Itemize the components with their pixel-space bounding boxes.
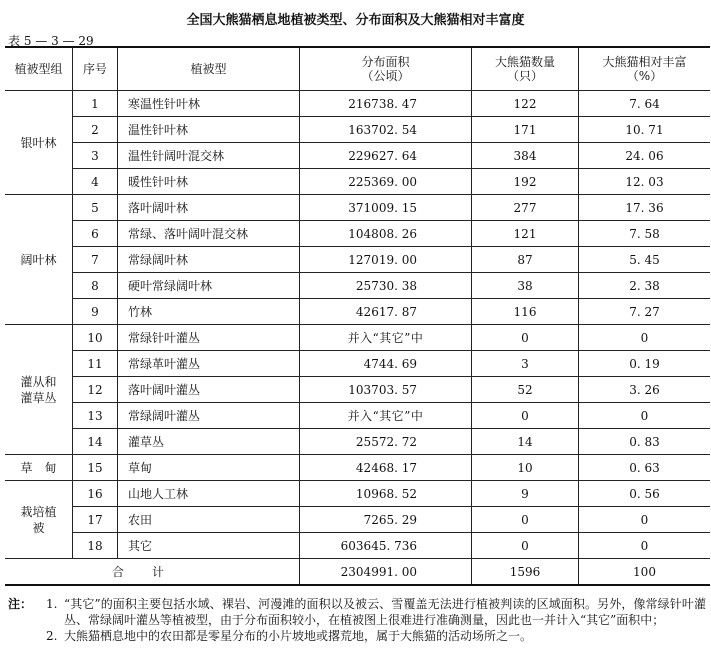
- seq-cell: 12: [73, 377, 118, 403]
- group-cell: 栽培植被: [5, 481, 73, 559]
- type-cell: 竹林: [118, 299, 300, 325]
- count-cell: 384: [472, 143, 579, 169]
- count-cell: 192: [472, 169, 579, 195]
- table-row: [5, 221, 710, 247]
- count-cell: 10: [472, 455, 579, 481]
- note-text: “其它”的面积主要包括水域、裸岩、河漫滩的面积以及被云、雪覆盖无法进行植被判读的区域面积。另外，像常绿针叶灌丛、常绿阔叶灌丛等植被型，由于分布面积较小，在植被图上很难进行准确测量，因此也一并计入“其它”面积中；: [64, 597, 706, 627]
- seq-cell: 6: [73, 221, 118, 247]
- notes-lead: 注：: [8, 597, 33, 611]
- seq-cell: 8: [73, 273, 118, 299]
- count-cell: 121: [472, 221, 579, 247]
- seq-cell: 9: [73, 299, 118, 325]
- count-cell: 0: [472, 533, 579, 559]
- count-cell: 0: [472, 325, 579, 351]
- header-richness: [579, 47, 711, 91]
- seq-cell: 17: [73, 507, 118, 533]
- area-cell: 103703. 57: [300, 377, 472, 403]
- note-number: 2.: [46, 629, 58, 643]
- seq-cell: 10: [73, 325, 118, 351]
- total-count: 1596: [472, 559, 579, 586]
- seq-cell: 18: [73, 533, 118, 559]
- type-cell: 灌草丛: [118, 429, 300, 455]
- area-cell: 216738. 47: [300, 91, 472, 117]
- total-label: 合计: [5, 559, 300, 586]
- group-cell: 草 甸: [5, 455, 73, 481]
- area-cell: 371009. 15: [300, 195, 472, 221]
- type-cell: 暖性针叶林: [118, 169, 300, 195]
- area-cell: 4744. 69: [300, 351, 472, 377]
- table-row: [5, 377, 710, 403]
- type-cell: 落叶阔叶灌丛: [118, 377, 300, 403]
- type-cell: 山地人工林: [118, 481, 300, 507]
- group-cell: 灌从和灌草丛: [5, 325, 73, 455]
- total-area: 2304991. 00: [300, 559, 472, 586]
- header-richness-line2: （%）: [626, 69, 663, 83]
- richness-cell: 0. 19: [579, 351, 711, 377]
- area-cell: 42617. 87: [300, 299, 472, 325]
- richness-cell: 0. 63: [579, 455, 711, 481]
- note-item: [8, 596, 706, 628]
- seq-cell: 2: [73, 117, 118, 143]
- type-cell: 寒温性针叶林: [118, 91, 300, 117]
- table-row: [5, 403, 710, 429]
- header-row: [5, 47, 710, 91]
- header-count-line1: 大熊猫数量: [494, 55, 555, 69]
- table-row: [5, 91, 710, 117]
- area-cell: 603645. 736: [300, 533, 472, 559]
- seq-cell: 7: [73, 247, 118, 273]
- area-cell: 127019. 00: [300, 247, 472, 273]
- count-cell: 122: [472, 91, 579, 117]
- header-type: 植被型: [118, 47, 300, 91]
- type-cell: 温性针叶林: [118, 117, 300, 143]
- type-cell: 落叶阔叶林: [118, 195, 300, 221]
- seq-cell: 16: [73, 481, 118, 507]
- table-row: [5, 273, 710, 299]
- table-row: [5, 507, 710, 533]
- richness-cell: 0: [579, 533, 711, 559]
- group-cell: 阔叶林: [5, 195, 73, 325]
- table-row: [5, 351, 710, 377]
- note-item: [8, 628, 706, 644]
- count-cell: 38: [472, 273, 579, 299]
- richness-cell: 10. 71: [579, 117, 711, 143]
- type-cell: 常绿阔叶灌丛: [118, 403, 300, 429]
- seq-cell: 13: [73, 403, 118, 429]
- header-area-line2: （公顷）: [361, 69, 410, 83]
- richness-cell: 0. 56: [579, 481, 711, 507]
- type-cell: 常绿针叶灌丛: [118, 325, 300, 351]
- table-body: [5, 91, 710, 586]
- richness-cell: 7. 64: [579, 91, 711, 117]
- table-row: [5, 533, 710, 559]
- table-row: [5, 247, 710, 273]
- area-cell: 229627. 64: [300, 143, 472, 169]
- seq-cell: 11: [73, 351, 118, 377]
- count-cell: 87: [472, 247, 579, 273]
- table-row: [5, 117, 710, 143]
- count-cell: 0: [472, 403, 579, 429]
- count-cell: 116: [472, 299, 579, 325]
- area-cell: 25572. 72: [300, 429, 472, 455]
- richness-cell: 5. 45: [579, 247, 711, 273]
- area-cell: 42468. 17: [300, 455, 472, 481]
- richness-cell: 3. 26: [579, 377, 711, 403]
- richness-cell: 0: [579, 325, 711, 351]
- count-cell: 171: [472, 117, 579, 143]
- table-row: [5, 195, 710, 221]
- count-cell: 3: [472, 351, 579, 377]
- count-cell: 52: [472, 377, 579, 403]
- note-number: 1.: [46, 597, 58, 611]
- richness-cell: 7. 58: [579, 221, 711, 247]
- table-row: [5, 143, 710, 169]
- table-number: 表 5 — 3 — 29: [8, 34, 94, 48]
- total-row: [5, 559, 710, 586]
- vegetation-table: [5, 46, 710, 586]
- table-row: [5, 325, 710, 351]
- area-cell: 并入“其它”中: [300, 403, 472, 429]
- table-row: [5, 455, 710, 481]
- notes: [8, 596, 706, 644]
- type-cell: 草甸: [118, 455, 300, 481]
- area-cell: 7265. 29: [300, 507, 472, 533]
- area-cell: 163702. 54: [300, 117, 472, 143]
- note-text: 大熊猫栖息地中的农田都是零星分布的小片坡地或撂荒地，属于大熊猫的活动场所之一。: [64, 629, 533, 643]
- seq-cell: 1: [73, 91, 118, 117]
- richness-cell: 0: [579, 403, 711, 429]
- area-cell: 25730. 38: [300, 273, 472, 299]
- header-group: 植被型组: [5, 47, 73, 91]
- header-area-line1: 分布面积: [361, 55, 410, 69]
- type-cell: 硬叶常绿阔叶林: [118, 273, 300, 299]
- header-count-line2: （只）: [506, 69, 543, 83]
- richness-cell: 0: [579, 507, 711, 533]
- richness-cell: 17. 36: [579, 195, 711, 221]
- count-cell: 0: [472, 507, 579, 533]
- seq-cell: 4: [73, 169, 118, 195]
- richness-cell: 0. 83: [579, 429, 711, 455]
- area-cell: 104808. 26: [300, 221, 472, 247]
- type-cell: 常绿革叶灌丛: [118, 351, 300, 377]
- group-cell: 银叶林: [5, 91, 73, 195]
- table-title: 全国大熊猫栖息地植被类型、分布面积及大熊猫相对丰富度: [186, 13, 525, 28]
- count-cell: 9: [472, 481, 579, 507]
- seq-cell: 5: [73, 195, 118, 221]
- area-cell: 10968. 52: [300, 481, 472, 507]
- type-cell: 常绿、落叶阔叶混交林: [118, 221, 300, 247]
- seq-cell: 15: [73, 455, 118, 481]
- richness-cell: 7. 27: [579, 299, 711, 325]
- seq-cell: 14: [73, 429, 118, 455]
- type-cell: 农田: [118, 507, 300, 533]
- header-count: [472, 47, 579, 91]
- table-row: [5, 169, 710, 195]
- seq-cell: 3: [73, 143, 118, 169]
- area-cell: 225369. 00: [300, 169, 472, 195]
- richness-cell: 12. 03: [579, 169, 711, 195]
- header-area: [300, 47, 472, 91]
- type-cell: 温性针阔叶混交林: [118, 143, 300, 169]
- type-cell: 其它: [118, 533, 300, 559]
- richness-cell: 24. 06: [579, 143, 711, 169]
- table-row: [5, 299, 710, 325]
- header-seq: 序号: [73, 47, 118, 91]
- table-row: [5, 481, 710, 507]
- area-cell: 并入“其它”中: [300, 325, 472, 351]
- total-richness: 100: [579, 559, 711, 586]
- table-row: [5, 429, 710, 455]
- richness-cell: 2. 38: [579, 273, 711, 299]
- type-cell: 常绿阔叶林: [118, 247, 300, 273]
- count-cell: 277: [472, 195, 579, 221]
- count-cell: 14: [472, 429, 579, 455]
- header-richness-line1: 大熊猫相对丰富: [602, 55, 687, 69]
